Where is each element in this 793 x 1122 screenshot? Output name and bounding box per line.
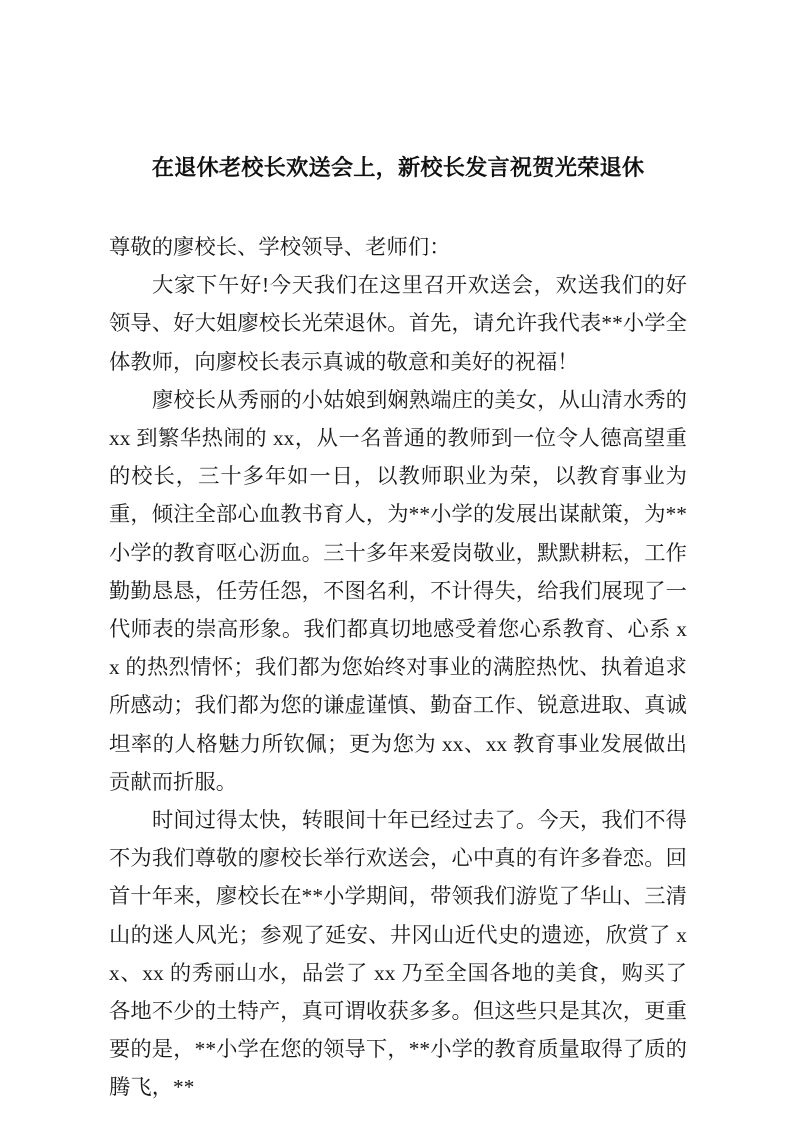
page-title: 在退休老校长欢送会上，新校长发言祝贺光荣退休 xyxy=(151,155,645,180)
paragraph-2: 廖校长从秀丽的小姑娘到娴熟端庄的美女，从山清水秀的 xx 到繁华热闹的 xx，从一名普通的教师到一位令人德高望重的校长，三十多年如一日，以教师职业为荣，以教育事业为重，倾注全部心血教书育人，为**小学的发展出谋献策，为**小学的教育呕心沥血。三十多年来爱岗敬业，默默耕耘，工作勤勤恳恳，任劳任怨，不图名利，不计得失，给我们展现了一代师表的崇高形象。我们都真切地感受着您心系教育、心系 xx 的热烈情怀；我们都为您始终对事业的满腔热忱、执着追求所感动；我们都为您的谦虚谨慎、勤奋工作、锐意进取、真诚坦率的人格魅力所钦佩；更为您为 xx、xx 教育事业发展做出贡献而折服。 xyxy=(109,387,687,794)
paragraph-3: 时间过得太快，转眼间十年已经过去了。今天，我们不得不为我们尊敬的廖校长举行欢送会，心中真的有许多眷恋。回首十年来，廖校长在**小学期间，带领我们游览了华山、三清山的迷人风光；参观了延安、井冈山近代史的遗迹，欣赏了 xx、xx 的秀丽山水，品尝了 xx 乃至全国各地的美食，购买了各地不少的土特产，真可谓收获多多。但这些只是其次，更重要的是，**小学在您的领导下，**小学的教育质量取得了质的腾飞，** xyxy=(109,808,687,1100)
paragraph-1: 大家下午好!今天我们在这里召开欢送会，欢送我们的好领导、好大姐廖校长光荣退休。首先，请允许我代表**小学全体教师，向廖校长表示真诚的敬意和美好的祝福！ xyxy=(109,273,687,374)
document-paragraphs xyxy=(109,228,687,1107)
paragraph-salutation: 尊敬的廖校长、学校领导、老师们： xyxy=(109,235,451,259)
